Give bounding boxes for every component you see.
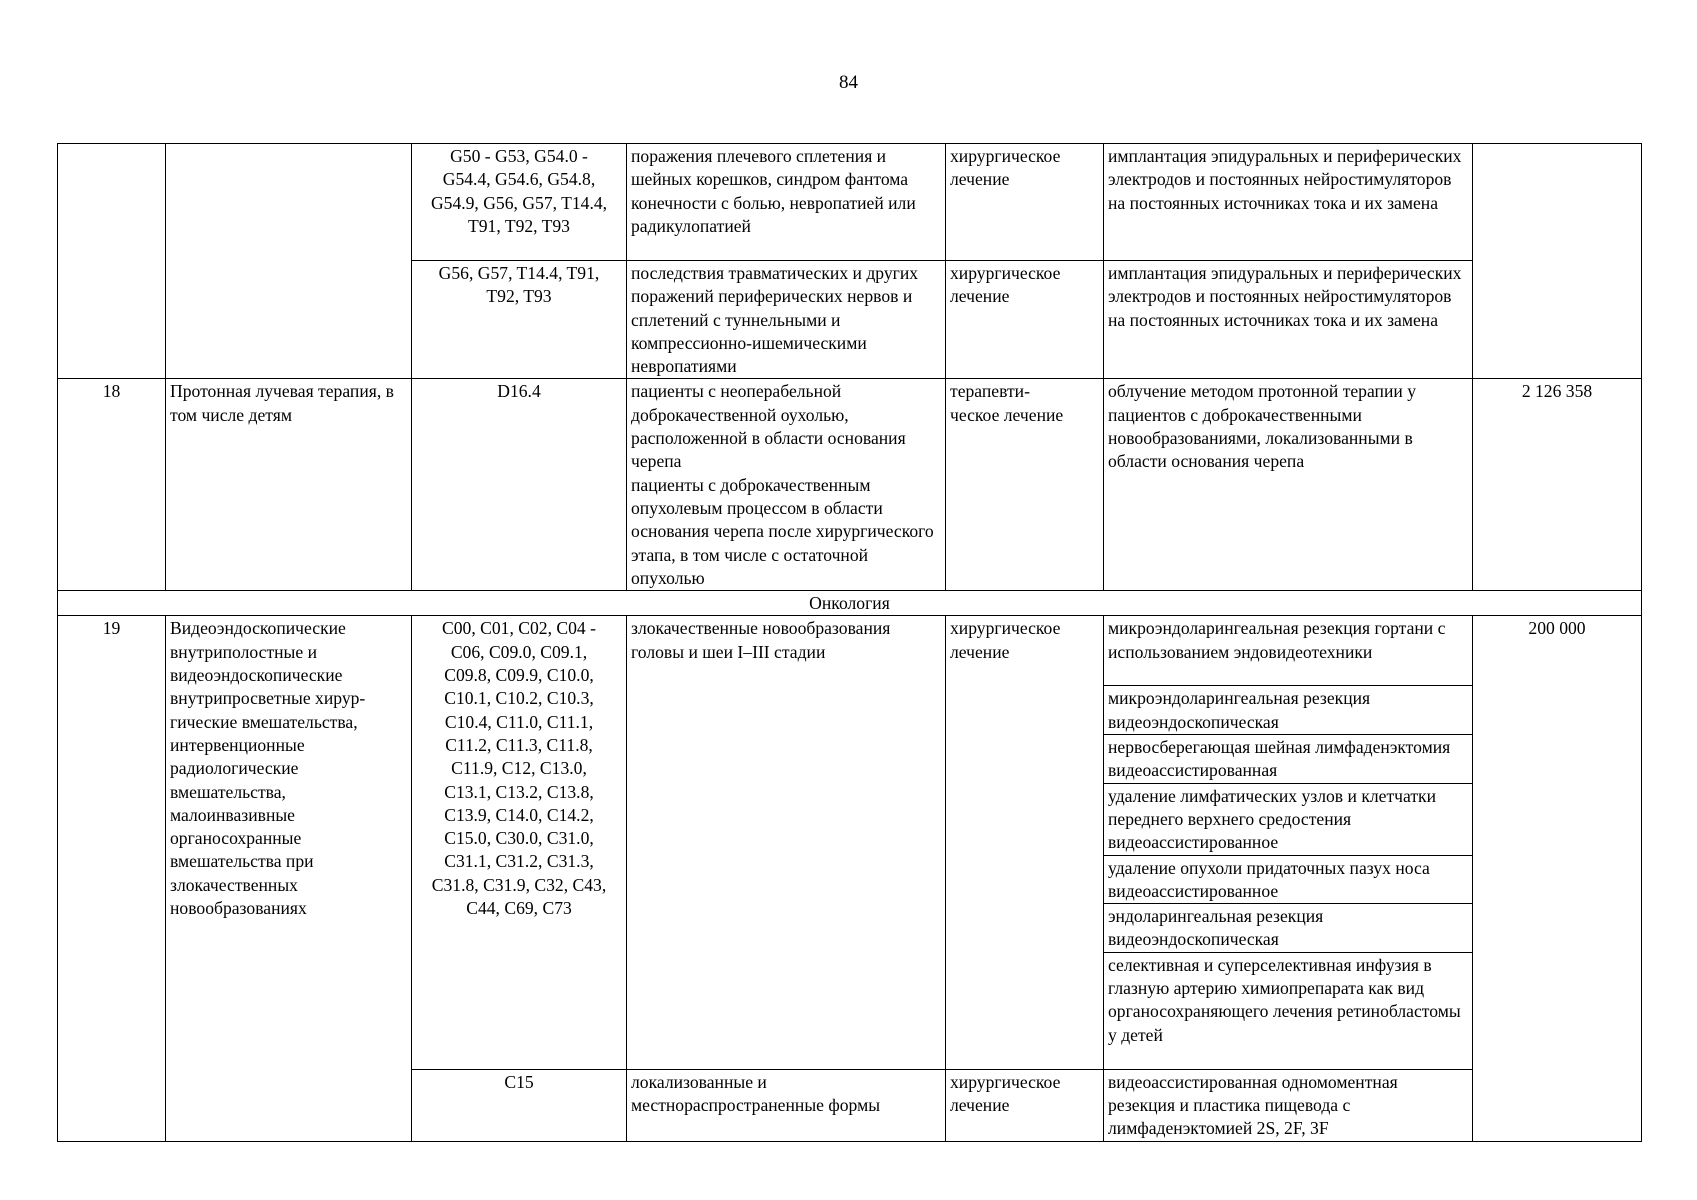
section-title: Онкология bbox=[58, 591, 1642, 616]
cost-cell bbox=[1473, 144, 1642, 379]
icd-codes-cell: G56, G57, T14.4, T91, T92, T93 bbox=[412, 261, 627, 379]
care-type-cell: Протонная лучевая терапия, в том числе детям bbox=[166, 379, 412, 591]
patient-model-cell: злокачественные новообразования головы и шеи I–III стадии bbox=[627, 616, 946, 1069]
patient-model-cell: пациенты с неоперабельной доброкачественной оухолью, расположенной в области основания черепа пациенты с доброкачественным опухолевым процессом в области основания черепа после хирургического этапа, в том числе с остаточной опухолью bbox=[627, 379, 946, 591]
treatment-method-cell: удаление лимфатических узлов и клетчатки переднего верхнего средостения видеоассистированное bbox=[1104, 783, 1473, 855]
treatment-method-cell: нервосберегающая шейная лимфаденэктомия видеоассистированная bbox=[1104, 735, 1473, 784]
treatment-method-cell: селективная и суперселективная инфузия в глазную артерию химиопрепарата как вид органосохраняющего лечения ретинобластомы у детей bbox=[1104, 952, 1473, 1069]
row-number-cell: 18 bbox=[58, 379, 166, 591]
treatment-type-cell: хирургическое лечение bbox=[946, 261, 1104, 379]
treatment-type-cell: терапевти- ческое лечение bbox=[946, 379, 1104, 591]
treatment-method-cell: имплантация эпидуральных и периферических электродов и постоянных нейростимуляторов на постоянных источниках тока и их замена bbox=[1104, 261, 1473, 379]
treatment-method-cell: эндоларингеальная резекция видеоэндоскопическая bbox=[1104, 904, 1473, 953]
treatment-method-cell: удаление опухоли придаточных пазух носа видеоассистированное bbox=[1104, 855, 1473, 904]
row-number-cell bbox=[58, 144, 166, 261]
cost-cell: 200 000 bbox=[1473, 616, 1642, 1141]
treatment-method-cell: микроэндоларингеальная резекция гортани с использованием эндовидеотехники bbox=[1104, 616, 1473, 686]
care-type-cell bbox=[166, 144, 412, 261]
treatment-method-cell: облучение методом протонной терапии у пациентов с доброкачественными новообразованиями, локализованными в области основания черепа bbox=[1104, 379, 1473, 591]
icd-codes-cell: C15 bbox=[412, 1069, 627, 1141]
row-number-cell: 19 bbox=[58, 616, 166, 1141]
medical-care-table bbox=[57, 143, 1642, 1142]
cost-cell: 2 126 358 bbox=[1473, 379, 1642, 591]
icd-codes-cell: G50 - G53, G54.0 - G54.4, G54.6, G54.8, G54.9, G56, G57, T14.4, T91, T92, T93 bbox=[412, 144, 627, 261]
treatment-type-cell: хирургическое лечение bbox=[946, 144, 1104, 261]
table-row bbox=[58, 144, 1642, 261]
page-number: 84 bbox=[839, 72, 858, 93]
treatment-type-cell: хирургическое лечение bbox=[946, 616, 1104, 1069]
icd-codes-cell: D16.4 bbox=[412, 379, 627, 591]
care-type-cell bbox=[166, 261, 412, 379]
patient-model-cell: поражения плечевого сплетения и шейных корешков, синдром фантома конечности с болью, невропатией или радикулопатией bbox=[627, 144, 946, 261]
row-number-cell bbox=[58, 261, 166, 379]
table-row bbox=[58, 379, 1642, 591]
section-header-row bbox=[58, 591, 1642, 616]
table-row bbox=[58, 616, 1642, 686]
patient-model-cell: локализованные и местнораспространенные формы bbox=[627, 1069, 946, 1141]
icd-codes-cell: C00, C01, C02, C04 - C06, C09.0, C09.1, C09.8, C09.9, C10.0, C10.1, C10.2, C10.3, C10.4, C11.0, C11.1, C11.2, C11.3, C11.8, C11.9, C12, C13.0, C13.1, C13.2, C13.8, C13.9, C14.0, C14.2, C15.0, C30.0, C31.0, C31.1, C31.2, C31.3, C31.8, C31.9, C32, C43, C44, C69, C73 bbox=[412, 616, 627, 1069]
patient-model-cell: последствия травматических и других поражений периферических нервов и сплетений с туннельными и компрессионно-ишемическими невропатиями bbox=[627, 261, 946, 379]
treatment-method-cell: микроэндоларингеальная резекция видеоэндоскопическая bbox=[1104, 686, 1473, 735]
care-type-cell: Видеоэндоскопические внутриполостные и видеоэндоскопические внутрипросветные хирур- гические вмешательства, интервенционные радиологические вмешательства, малоинвазивные органосохранные вмешательства при злокачественных новообразованиях bbox=[166, 616, 412, 1141]
table-row bbox=[58, 261, 1642, 379]
treatment-method-cell: имплантация эпидуральных и периферических электродов и постоянных нейростимуляторов на постоянных источниках тока и их замена bbox=[1104, 144, 1473, 261]
treatment-method-cell: видеоассистированная одномоментная резекция и пластика пищевода с лимфаденэктомией 2S, 2F, 3F bbox=[1104, 1069, 1473, 1141]
treatment-type-cell: хирургическое лечение bbox=[946, 1069, 1104, 1141]
